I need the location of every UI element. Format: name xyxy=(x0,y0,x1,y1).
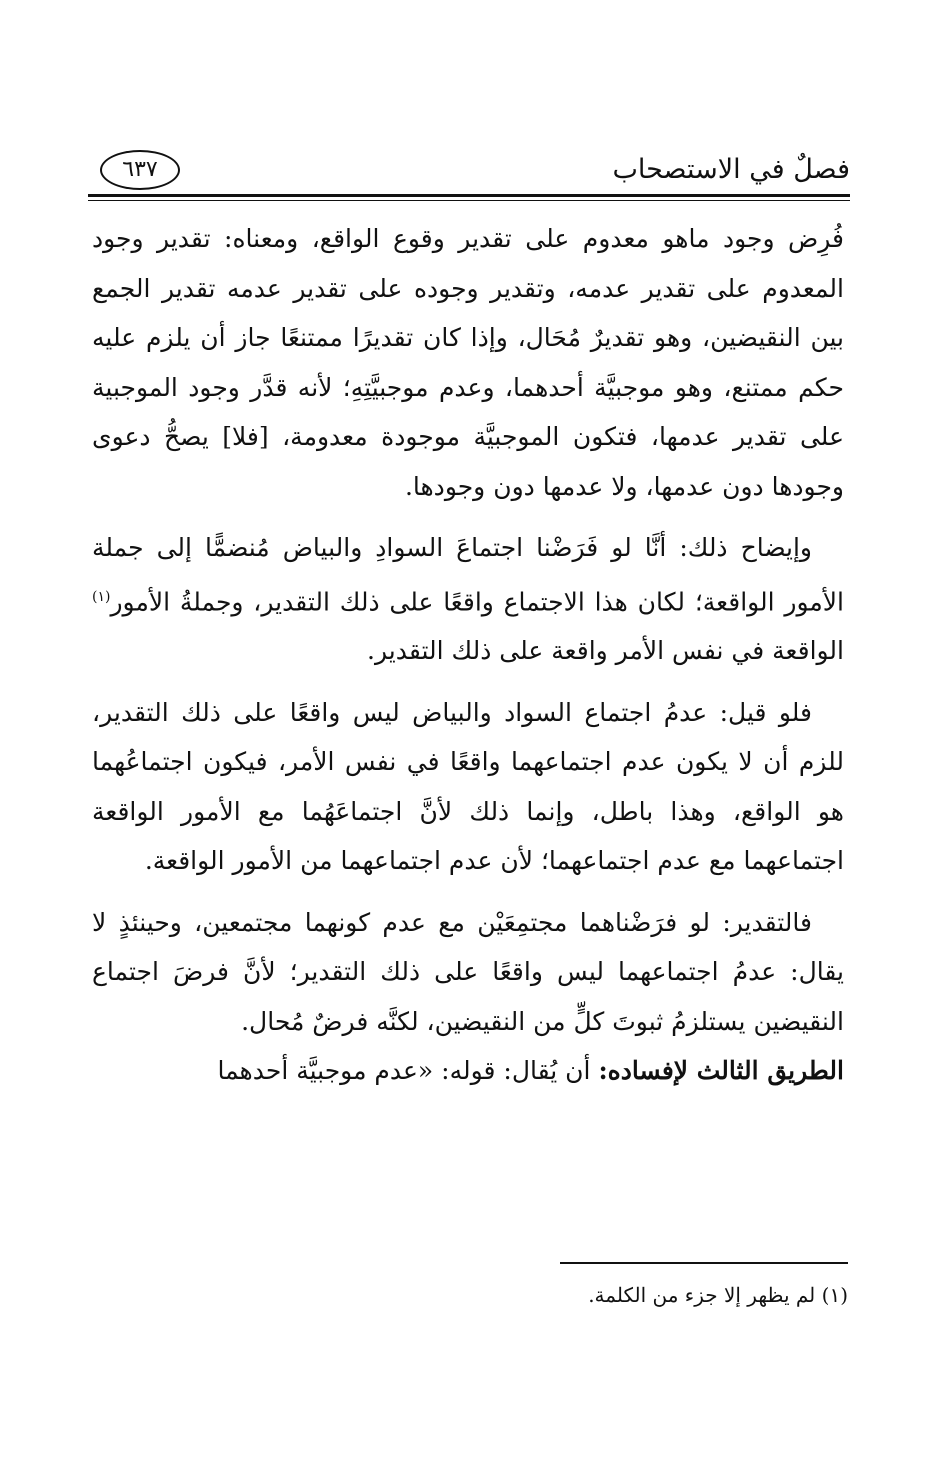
paragraph-2-part-1: وإيضاح ذلك: أنَّا لو فَرَضْنا اجتماعَ السوادِ والبياض مُنضمًّا إلى جملة الأمور الواقعة؛ لكان هذا الاجتماع واقعًا على ذلك التقدير، وجملةُ الأمور xyxy=(92,533,844,616)
paragraph-2-part-2: الواقعة في نفس الأمر واقعة على ذلك التقدير. xyxy=(367,636,844,666)
paragraph-5 xyxy=(92,1046,844,1096)
footnote-1: (١) لم يظهر إلا جزء من الكلمة. xyxy=(588,1283,848,1307)
footnote-divider xyxy=(560,1262,848,1264)
footnote-marker: (١) xyxy=(92,588,111,605)
page-number: ٦٣٧ xyxy=(100,150,180,190)
paragraph-1: فُرِض وجود ماهو معدوم على تقدير وقوع الواقع، ومعناه: تقدير وجود المعدوم على تقدير عدمه، وتقدير وجوده على تقدير عدمه تقدير الجمع بين النقيضين، وهو تقديرٌ مُحَال، وإذا كان تقديرًا ممتنعًا جاز أن يلزم عليه حكم ممتنع، وهو موجبيَّة أحدهما، وعدم موجبيَّتِهِ؛ لأنه قدَّر وجود الموجبية على تقدير عدمها، فتكون الموجبيَّة موجودة معدومة، [فلا] يصحُّ دعوى وجودها دون عدمها، ولا عدمها دون وجودها. xyxy=(92,224,844,501)
header-divider xyxy=(88,194,850,201)
page-header xyxy=(88,150,850,196)
main-text xyxy=(92,214,844,1096)
paragraph-5-text: أن يُقال: قوله: «عدم موجبيَّة أحدهما xyxy=(217,1056,599,1086)
chapter-title: فصلٌ في الاستصحاب xyxy=(612,154,850,185)
paragraph-3: فلو قيل: عدمُ اجتماع السواد والبياض ليس واقعًا على ذلك التقدير، للزم أن لا يكون عدم اجتماعهما واقعًا في نفس الأمر، فيكون اجتماعُهما هو الواقع، وهذا باطل، وإنما ذلك لأنَّ اجتماعَهُما مع الأمور الواقعة اجتماعهما مع عدم اجتماعهما؛ لأن عدم اجتماعهما من الأمور الواقعة. xyxy=(92,697,844,876)
paragraph-2 xyxy=(92,523,844,676)
section-lead: الطريق الثالث لإفساده: xyxy=(598,1056,844,1086)
paragraph-4: فالتقدير: لو فرَضْناهما مجتمِعَيْن مع عدم كونهما مجتمعين، وحينئذٍ لا يقال: عدمُ اجتماعهما ليس واقعًا على ذلك التقدير؛ لأنَّ فرضَ اجتماع النقيضين يستلزمُ ثبوتَ كلٍّ من النقيضين، لكنَّه فرضٌ مُحال. xyxy=(92,907,844,1036)
